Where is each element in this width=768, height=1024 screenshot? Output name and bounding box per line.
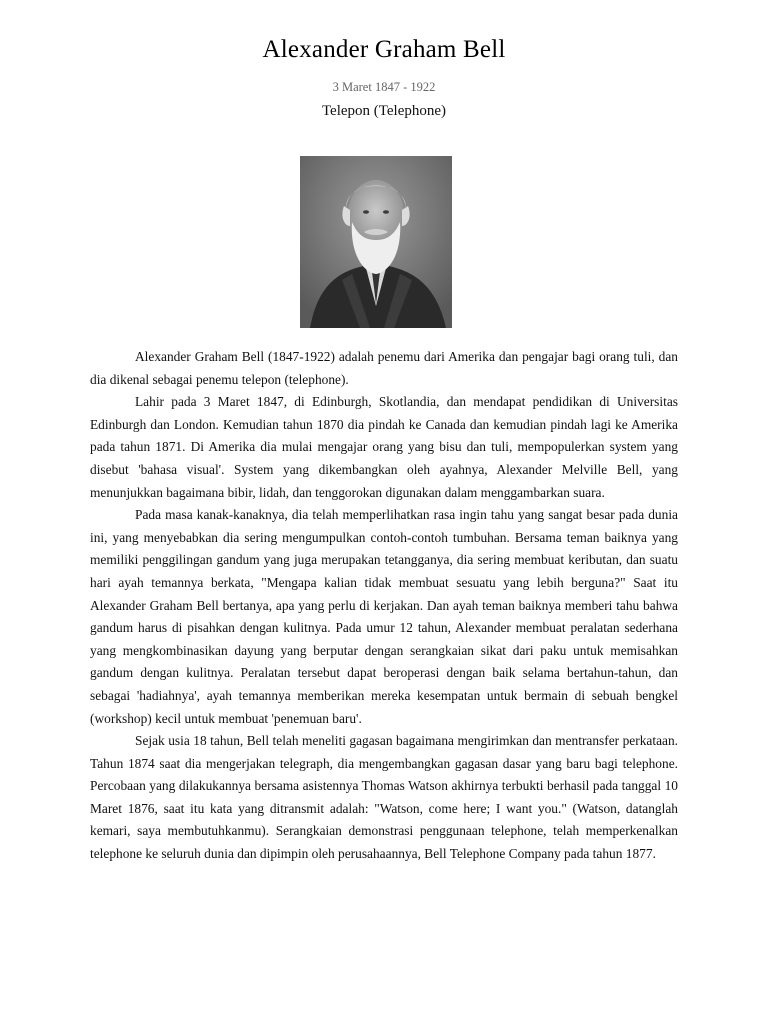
life-dates: 3 Maret 1847 - 1922 xyxy=(332,80,436,94)
paragraph-intro: Alexander Graham Bell (1847-1922) adalah penemu dari Amerika dan pengajar bagi orang tuli, dan dia dikenal sebagai penemu telepon (telephone). xyxy=(90,349,678,387)
paragraph-birth: Lahir pada 3 Maret 1847, di Edinburgh, Skotlandia, dan mendapat pendidikan di Universitas Edinburgh dan London. Kemudian tahun 1870 dia pindah ke Canada dan kemudian pindah lagi ke Amerika pada tahun 1871. Di Amerika dia mulai mengajar orang yang bisu dan tuli, mempopulerkan system yang disebut 'bahasa visual'. System yang dikembangkan oleh ayahnya, Alexander Melville Bell, yang menunjukkan bagaimana bibir, lidah, dan tenggorokan digunakan dalam menggambarkan suara. xyxy=(90,394,678,500)
paragraph-invention: Sejak usia 18 tahun, Bell telah meneliti gagasan bagaimana mengirimkan dan mentransfer perkataan. Tahun 1874 saat dia mengerjakan telegraph, dia mengembangkan gagasan dasar yang baru bagi telephone. Percobaan yang dilakukannya bersama asistennya Thomas Watson akhirnya terbukti berhasil pada tanggal 10 Maret 1876, saat itu kata yang ditransmit adalah: "Watson, come here; I want you." (Watson, datanglah kemari, saya membutuhkanmu). Serangkaian demonstrasi penggunaan telephone, telah memperkenalkan telephone ke seluruh dunia dan dipimpin oleh perusahaannya, Bell Telephone Company pada tahun 1877. xyxy=(90,733,678,862)
portrait-photo-icon xyxy=(300,156,452,328)
invention-subtitle: Telepon (Telephone) xyxy=(321,103,447,119)
portrait-photo xyxy=(300,156,452,328)
article-body xyxy=(90,346,678,866)
page-title: Alexander Graham Bell xyxy=(262,36,506,63)
paragraph-childhood: Pada masa kanak-kanaknya, dia telah memperlihatkan rasa ingin tahu yang sangat besar pada dunia ini, yang menyebabkan dia sering mengumpulkan contoh-contoh tumbuhan. Bersama teman baiknya yang memiliki penggilingan gandum yang juga merupakan tetangganya, dia sering membuat keributan, dan suatu hari ayah temannya berkata, "Mengapa kalian tidak membuat sesuatu yang lebih berguna?" Saat itu Alexander Graham Bell bertanya, apa yang perlu di kerjakan. Dan ayah teman baiknya memberi tahu bahwa gandum harus di pisahkan dengan kulitnya. Pada umur 12 tahun, Alexander membuat peralatan sederhana yang mengkombinasikan dayung yang berputar dengan serangkaian sikat dari paku untuk memisahkan gandum dengan kulitnya. Peralatan tersebut dapat beroperasi dengan baik selama bertahun-tahun, dan sebagai 'hadiahnya', ayah temannya memberikan mereka kesempatan untuk bermain di sebuah bengkel (workshop) kecil untuk membuat 'penemuan baru'. xyxy=(90,507,678,726)
